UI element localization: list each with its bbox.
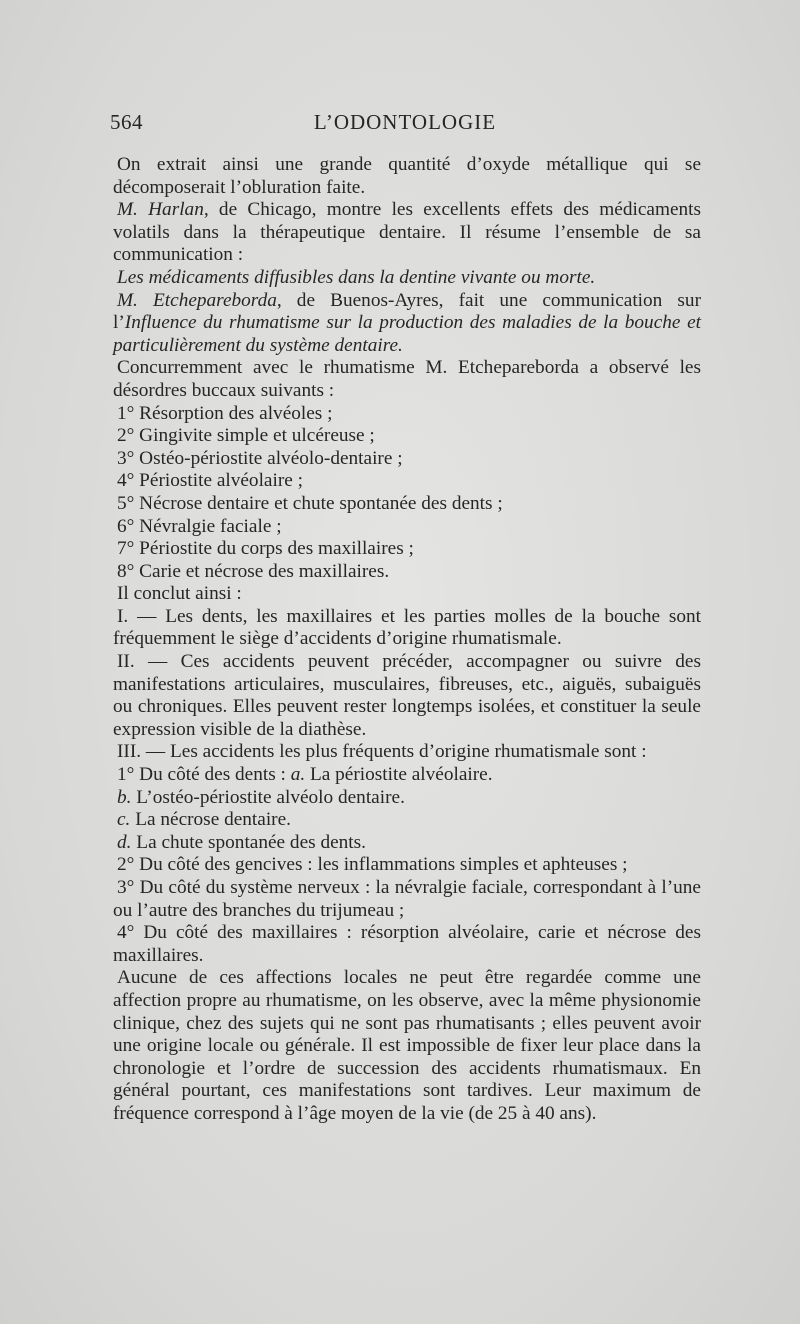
list-item: 1° Résorption des alvéoles ;: [117, 402, 333, 424]
communication-title: Influence du rhumatisme sur la production des maladies de la bouche et particulièrement du système dentaire.: [113, 312, 701, 356]
paragraph: Concurremment avec le rhumatisme M. Etchepareborda a observé les désordres buccaux suivants :: [113, 357, 701, 401]
list-item: 5° Nécrose dentaire et chute spontanée des dents ;: [117, 492, 503, 514]
list-item: 2° Gingivite simple et ulcéreuse ;: [117, 425, 375, 447]
list-item: 7° Périostite du corps des maxillaires ;: [117, 538, 414, 560]
conclusion-item: II. — Ces accidents peuvent précéder, accompagner ou suivre des manifestations articulaires, musculaires, fibreuses, etc., aiguës, subaiguës ou chroniques. Elles peuvent rester longtemps isolées, et constituer la seule expression visible de la diathèse.: [113, 651, 701, 740]
list-item: 3° Ostéo-périostite alvéolo-dentaire ;: [117, 447, 403, 469]
conclusion-item: III. — Les accidents les plus fréquents d’origine rhumatismale sont :: [117, 741, 647, 763]
conclusion-item: I. — Les dents, les maxillaires et les parties molles de la bouche sont fréquemment le siège d’accidents d’origine rhumatismale.: [113, 605, 701, 650]
paragraph: On extrait ainsi une grande quantité d’oxyde métallique qui se décomposerait l’obluration faite.: [113, 154, 701, 198]
list-item: 8° Carie et nécrose des maxillaires.: [117, 560, 390, 582]
list-item: 4° Périostite alvéolaire ;: [117, 470, 304, 492]
communication-title: Les médicaments diffusibles dans la dentine vivante ou morte.: [117, 266, 596, 288]
sub-item: 3° Du côté du système nerveux : la névralgie faciale, correspondant à l’une ou l’autre des branches du trijumeau ;: [113, 877, 701, 921]
disorders-list: [113, 403, 701, 584]
paragraph: Il conclut ainsi :: [117, 583, 242, 605]
page-header: [110, 110, 700, 140]
sub-item: c. La nécrose dentaire.: [117, 809, 291, 831]
running-title: L’ODONTOLOGIE: [313, 110, 497, 134]
body-text: [113, 154, 701, 1126]
author-name: M. Harlan,: [117, 199, 209, 221]
sub-item: d. La chute spontanée des dents.: [117, 831, 366, 853]
paragraph: M. Harlan, de Chicago, montre les excellents effets des médicaments volatils dans la thérapeutique dentaire. Il résume l’ensemble de sa communication :: [113, 199, 701, 266]
sub-item: 1° Du côté des dents : a. La périostite alvéolaire.: [117, 764, 493, 786]
sub-item: 4° Du côté des maxillaires : résorption alvéolaire, carie et nécrose des maxillaires.: [113, 922, 701, 966]
page-number: 564: [110, 110, 143, 134]
paragraph: M. Etchepareborda, de Buenos-Ayres, fait une communication sur l’Influence du rhumatisme sur la production des maladies de la bouche et particulièrement du système dentaire.: [113, 289, 701, 356]
author-name: M. Etchepareborda,: [117, 289, 282, 311]
sub-item: 2° Du côté des gencives : les inflammations simples et aphteuses ;: [117, 854, 628, 876]
sub-item: b. L’ostéo-périostite alvéolo dentaire.: [117, 786, 405, 808]
paragraph: Aucune de ces affections locales ne peut être regardée comme une affection propre au rhumatisme, on les observe, avec la même physionomie clinique, chez des sujets qui ne sont pas rhumatisants ; elles peuvent avoir une origine locale ou générale. Il est impossible de fixer leur place dans la chronologie et l’ordre de succession des accidents rhumatismaux. En général pourtant, ces manifestations sont tardives. Leur maximum de fréquence correspond à l’âge moyen de la vie (de 25 à 40 ans).: [113, 967, 701, 1124]
list-item: 6° Névralgie faciale ;: [117, 515, 282, 537]
